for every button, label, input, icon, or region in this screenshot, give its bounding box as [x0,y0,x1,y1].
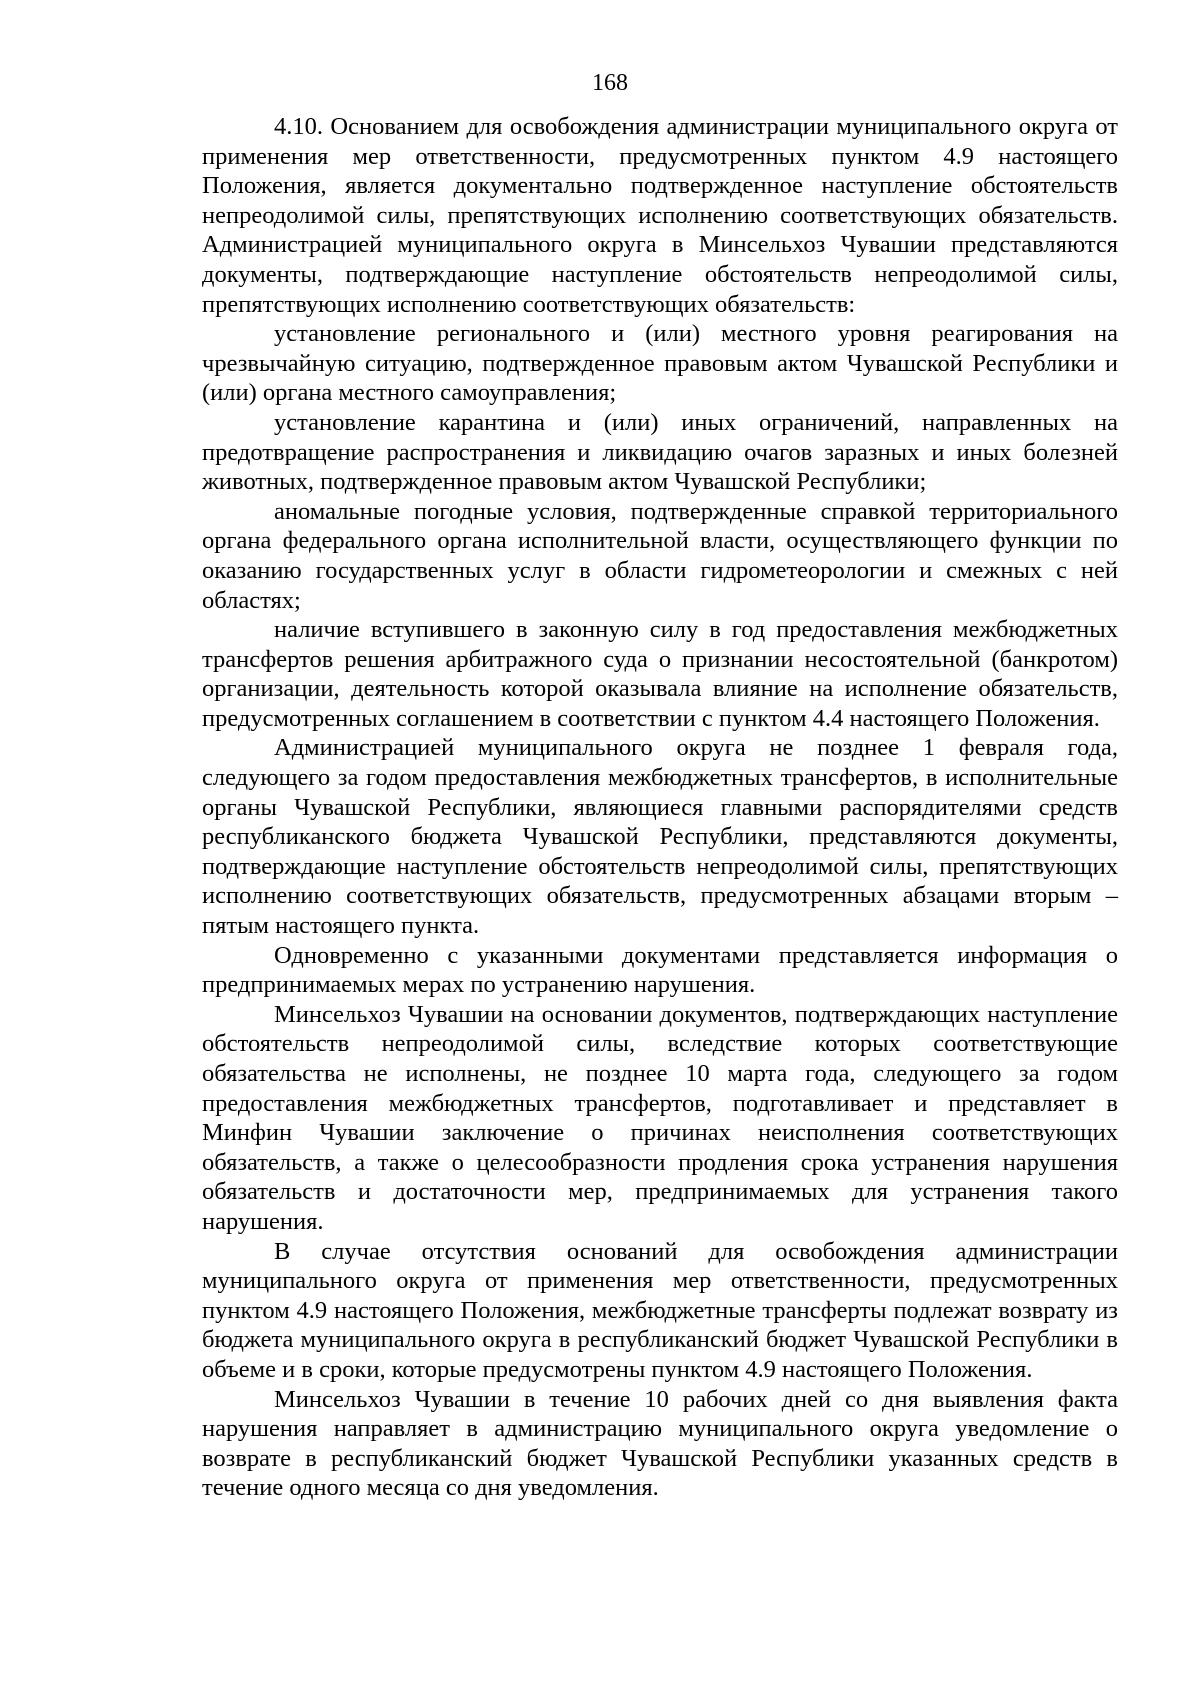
paragraph-emergency-response: установление регионального и (или) местного уровня реагирования на чрезвычайную ситуацию, подтвержденное правовым актом Чувашской Республики и (или) органа местного самоуправления; [202,320,1118,407]
document-body [202,112,1118,1503]
paragraph-measures-info: Одновременно с указанными документами представляется информация о предпринимаемых мерах по устранению нарушения. [202,941,1118,999]
page-number: 168 [592,70,628,96]
paragraph-refund-notice: Минсельхоз Чувашии в течение 10 рабочих дней со дня выявления факта нарушения направляет в администрацию муниципального округа уведомление о возврате в республиканский бюджет Чувашской Республики указанных средств в течение одного месяца со дня уведомления. [202,1385,1118,1502]
paragraph-refund-obligation: В случае отсутствия оснований для освобождения администрации муниципального округа от применения мер ответственности, предусмотренных пунктом 4.9 настоящего Положения, межбюджетные трансферты подлежат возврату из бюджета муниципального округа в республиканский бюджет Чувашской Республики в объеме и в сроки, которые предусмотрены пунктом 4.9 настоящего Положения. [202,1237,1118,1383]
paragraph-quarantine: установление карантина и (или) иных ограничений, направленных на предотвращение распространения и ликвидацию очагов заразных и иных болезней животных, подтвержденное правовым актом Чувашской Республики; [202,408,1118,496]
paragraph-abnormal-weather: аномальные погодные условия, подтвержденные справкой территориального органа федерального органа исполнительной власти, осуществляющего функции по оказанию государственных услуг в области гидрометеорологии и смежных с ней областях; [202,497,1118,614]
paragraph-bankruptcy: наличие вступившего в законную силу в год предоставления межбюджетных трансфертов решения арбитражного суда о признании несостоятельной (банкротом) организации, деятельность которой оказывала влияние на исполнение обязательств, предусмотренных соглашением в соответствии с пунктом 4.4 настоящего Положения. [202,616,1118,732]
paragraph-ministry-conclusion: Минсельхоз Чувашии на основании документов, подтверждающих наступление обстоятельств непреодолимой силы, вследствие которых соответствующие обязательства не исполнены, не позднее 10 марта года, следующего за годом предоставления межбюджетных трансфертов, подготавливает и представляет в Минфин Чувашии заключение о причинах неисполнения соответствующих обязательств, а также о целесообразности продления срока устранения нарушения обязательств и достаточности мер, предпринимаемых для устранения такого нарушения. [202,1000,1118,1235]
paragraph-documents-deadline: Администрацией муниципального округа не позднее 1 февраля года, следующего за годом предоставления межбюджетных трансфертов, в исполнительные органы Чувашской Республики, являющиеся главными распорядителями средств республиканского бюджета Чувашской Республики, представляются документы, подтверждающие наступление обстоятельств непреодолимой силы, препятствующих исполнению соответствующих обязательств, предусмотренных абзацами вторым – пятым настоящего пункта. [202,734,1118,940]
paragraph-4-10-intro: 4.10. Основанием для освобождения администрации муниципального округа от применения мер ответственности, предусмотренных пунктом 4.9 настоящего Положения, является документально подтвержденное наступление обстоятельств непреодолимой силы, препятствующих исполнению соответствующих обязательств. Администрацией муниципального округа в Минсельхоз Чувашии представляются документы, подтверждающие наступление обстоятельств непреодолимой силы, препятствующих исполнению соответствующих обязательств: [202,113,1118,318]
